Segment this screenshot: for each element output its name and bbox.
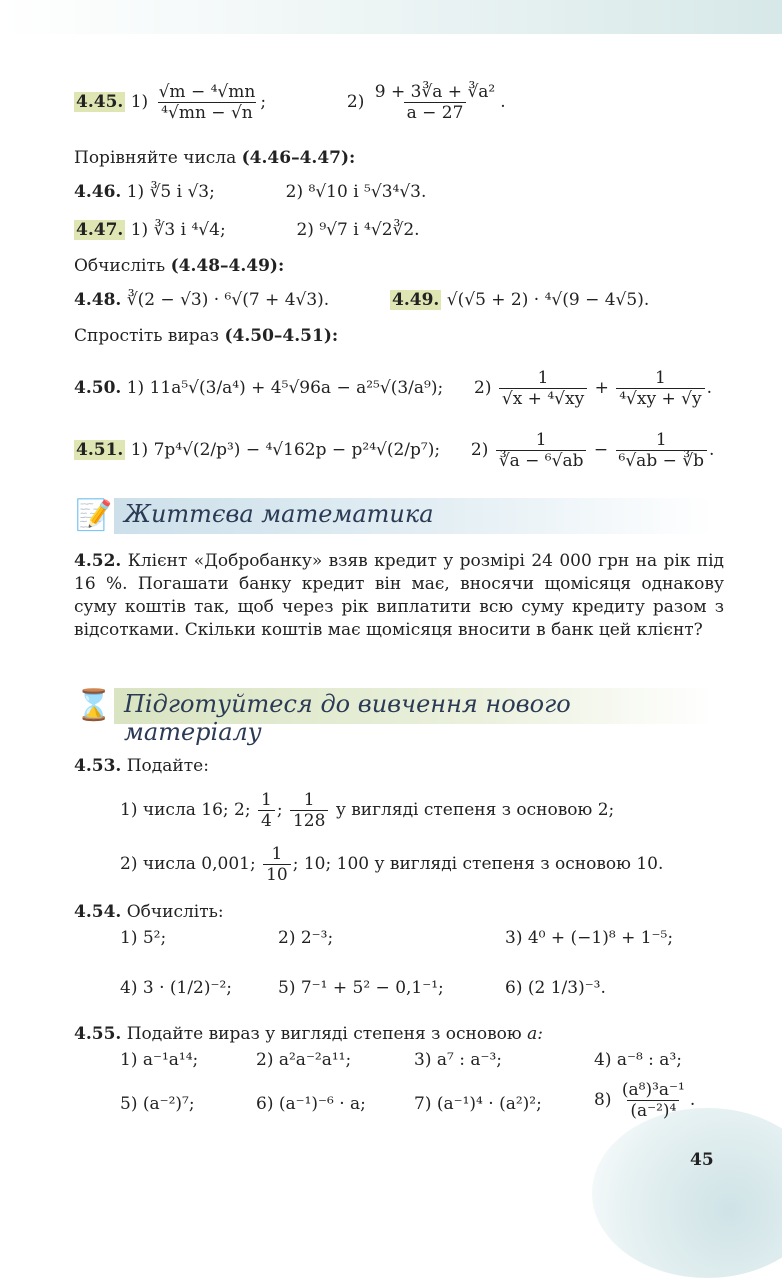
section-banner-life-math: [74, 494, 714, 538]
problem-4-50: 4.50. 1) 11a⁵√(3/a⁴) + 4⁵√96a − a²⁵√(3/a⁹); 2) $\frac{1}{\text{√x + ⁴√xy}}$ + $\frac{1}{\text{⁴√xy + √y}}$ .: [74, 368, 712, 409]
problem-4-51: 4.51. 1) 7p⁴√(2/p³) − ⁴√162p − p²⁴√(2/p⁷); 2) $\frac{1}{\text{∛a − ⁶√ab}}$ − $\frac{1}{\text{⁶√ab − ∛b}}$ .: [76, 430, 715, 471]
hourglass-icon: ⌛: [75, 688, 113, 723]
instruction-simplify: Спростіть вираз (4.50–4.51):: [74, 326, 339, 346]
page-number: 45: [690, 1150, 714, 1170]
section-title: Підготуйтеся до вивчення нового матеріалу: [124, 690, 571, 746]
problem-4-53-item-2: 2) числа 0,001; $\frac{1}{10}$ ; 10; 100 у вигляді степеня з основою 10.: [120, 844, 664, 885]
section-title: Життєва математика: [124, 500, 434, 528]
problem-4-54: 4.54. Обчисліть:: [74, 902, 224, 922]
instruction-compute: Обчисліть (4.48–4.49):: [74, 256, 285, 276]
corner-decoration: [592, 1108, 782, 1278]
problem-4-52: 4.52. Клієнт «Добробанку» взяв кредит у розмірі 24 000 грн на рік під 16 %. Погашати банку кредит він має, вносячи щомісяця однакову суму коштів так, щоб через рік виплатити всю суму кредиту разом з відсотками. Скільки коштів має щомісяця вносити в банк цей клієнт?: [74, 551, 724, 640]
instruction-compare: Порівняйте числа (4.46–4.47):: [74, 148, 356, 168]
problem-4-55: 4.55. Подайте вираз у вигляді степеня з основою a:: [74, 1024, 543, 1044]
problem-4-45: 4.45. 1) $\frac{\text{√m − ⁴√mn}}{\text{⁴√mn − √n}}$ ; 2) $\frac{\text{9 + 3∛a + ∛a²}}{a - 27}$ .: [76, 82, 506, 123]
top-band: [0, 0, 782, 34]
fraction: $\frac{\text{√m − ⁴√mn}}{\text{⁴√mn − √n}}$: [158, 82, 256, 123]
notebook-icon: 📝: [75, 498, 113, 533]
problem-4-47: 4.47. 1) ∛3 і ⁴√4; 2) ⁹√7 і ⁴√2∛2.: [76, 220, 420, 240]
problem-4-53-item-1: 1) числа 16; 2; $\frac{1}{4}$ ; $\frac{1}{128}$ у вигляді степеня з основою 2;: [120, 790, 615, 831]
section-banner-prepare: [74, 684, 714, 746]
problem-4-46: 4.46. 1) ∛5 і √3; 2) ⁸√10 і ⁵√3⁴√3.: [74, 182, 427, 202]
problem-4-48-49: 4.48. ∛(2 − √3) · ⁶√(7 + 4√3). 4.49. √(√5 + 2) · ⁴√(9 − 4√5).: [74, 290, 650, 310]
problem-number: 4.45.: [76, 92, 124, 112]
problem-4-53: 4.53. Подайте:: [74, 756, 209, 776]
fraction: $\frac{\text{9 + 3∛a + ∛a²}}{a - 27}$: [374, 82, 496, 123]
